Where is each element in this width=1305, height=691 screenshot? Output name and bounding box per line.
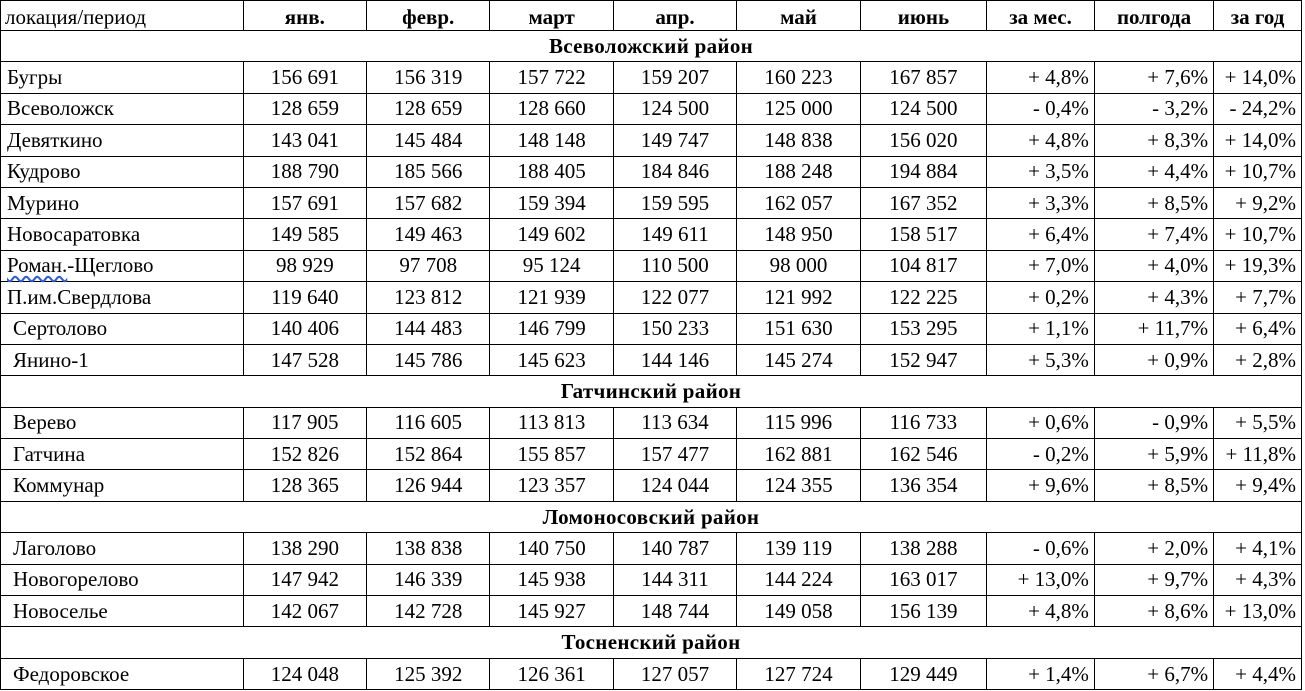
location-cell: Девяткино [1,125,244,156]
change-cell: + 2,0% [1094,533,1213,564]
change-cell: + 7,7% [1214,282,1302,313]
price-cell: 188 248 [737,156,860,187]
price-cell: 127 724 [737,658,860,689]
change-cell: + 6,7% [1094,658,1213,689]
price-cell: 148 744 [613,596,736,627]
price-cell: 97 708 [367,250,490,281]
header-change-halfyear: полгода [1094,1,1213,31]
price-cell: 150 233 [613,313,736,344]
price-cell: 149 602 [490,219,613,250]
change-cell: - 0,2% [987,439,1095,470]
location-cell: Федоровское [1,658,244,689]
change-cell: + 4,8% [987,596,1095,627]
price-cell: 98 929 [243,250,366,281]
change-cell: + 0,9% [1094,344,1213,375]
price-cell: 149 585 [243,219,366,250]
price-cell: 151 630 [737,313,860,344]
price-cell: 157 722 [490,62,613,93]
price-cell: 188 790 [243,156,366,187]
change-cell: + 5,5% [1214,407,1302,438]
price-cell: 148 950 [737,219,860,250]
change-cell: + 3,5% [987,156,1095,187]
price-cell: 125 392 [367,658,490,689]
price-cell: 104 817 [860,250,987,281]
price-cell: 140 750 [490,533,613,564]
district-row [1,376,1302,407]
price-cell: 184 846 [613,156,736,187]
change-cell: + 4,4% [1094,156,1213,187]
change-cell: + 9,7% [1094,564,1213,595]
price-cell: 158 517 [860,219,987,250]
change-cell: + 9,4% [1214,470,1302,501]
price-cell: 110 500 [613,250,736,281]
price-cell: 145 927 [490,596,613,627]
price-cell: 145 274 [737,344,860,375]
price-cell: 143 041 [243,125,366,156]
header-month: янв. [243,1,366,31]
change-cell: + 8,5% [1094,470,1213,501]
change-cell: - 0,9% [1094,407,1213,438]
change-cell: + 6,4% [1214,313,1302,344]
price-cell: 162 881 [737,439,860,470]
price-cell: 188 405 [490,156,613,187]
price-cell: 139 119 [737,533,860,564]
change-cell: + 14,0% [1214,125,1302,156]
table-body [1,31,1302,690]
price-cell: 121 939 [490,282,613,313]
price-cell: 123 812 [367,282,490,313]
price-cell: 126 361 [490,658,613,689]
change-cell: + 6,4% [987,219,1095,250]
price-cell: 156 691 [243,62,366,93]
change-cell: + 0,6% [987,407,1095,438]
price-cell: 157 477 [613,439,736,470]
price-cell: 156 139 [860,596,987,627]
location-cell: Сертолово [1,313,244,344]
location-cell: Верево [1,407,244,438]
price-cell: 159 595 [613,187,736,218]
price-cell: 119 640 [243,282,366,313]
change-cell: + 9,6% [987,470,1095,501]
change-cell: + 8,6% [1094,596,1213,627]
price-cell: 148 838 [737,125,860,156]
price-cell: 147 942 [243,564,366,595]
change-cell: + 13,0% [987,564,1095,595]
price-cell: 145 938 [490,564,613,595]
header-location-period: локация/период [1,1,244,31]
header-month: март [490,1,613,31]
change-cell: + 5,9% [1094,439,1213,470]
price-cell: 163 017 [860,564,987,595]
price-cell: 140 787 [613,533,736,564]
table-row [1,282,1302,313]
change-cell: + 10,7% [1214,219,1302,250]
price-cell: 127 057 [613,658,736,689]
location-cell: Янино-1 [1,344,244,375]
price-cell: 145 623 [490,344,613,375]
table-row [1,219,1302,250]
price-cell: 95 124 [490,250,613,281]
price-cell: 124 500 [613,93,736,124]
change-cell: + 13,0% [1214,596,1302,627]
district-row [1,501,1302,532]
change-cell: + 8,5% [1094,187,1213,218]
price-cell: 162 057 [737,187,860,218]
change-cell: + 1,1% [987,313,1095,344]
price-cell: 149 611 [613,219,736,250]
change-cell: + 4,0% [1094,250,1213,281]
location-cell: Новогорелово [1,564,244,595]
table-row [1,658,1302,689]
price-cell: 116 605 [367,407,490,438]
price-cell: 145 484 [367,125,490,156]
price-cell: 157 691 [243,187,366,218]
price-cell: 128 659 [367,93,490,124]
header-month: июнь [860,1,987,31]
table-row [1,93,1302,124]
price-cell: 123 357 [490,470,613,501]
district-name: Всеволожский район [1,31,1302,62]
table-row [1,407,1302,438]
price-cell: 113 813 [490,407,613,438]
price-cell: 128 659 [243,93,366,124]
price-cell: 124 048 [243,658,366,689]
price-cell: 146 799 [490,313,613,344]
change-cell: + 4,3% [1094,282,1213,313]
price-cell: 113 634 [613,407,736,438]
district-name: Гатчинский район [1,376,1302,407]
change-cell: + 4,8% [987,125,1095,156]
change-cell: + 8,3% [1094,125,1213,156]
price-cell: 122 077 [613,282,736,313]
price-cell: 122 225 [860,282,987,313]
table-row [1,250,1302,281]
location-cell: Коммунар [1,470,244,501]
price-cell: 140 406 [243,313,366,344]
price-cell: 167 857 [860,62,987,93]
location-name-prefix: Роман. [7,253,68,278]
price-cell: 152 864 [367,439,490,470]
table-row [1,564,1302,595]
price-cell: 194 884 [860,156,987,187]
price-cell: 152 826 [243,439,366,470]
change-cell: + 4,4% [1214,658,1302,689]
price-cell: 156 319 [367,62,490,93]
change-cell: + 14,0% [1214,62,1302,93]
price-cell: 162 546 [860,439,987,470]
price-cell: 124 044 [613,470,736,501]
change-cell: + 10,7% [1214,156,1302,187]
change-cell: + 2,8% [1214,344,1302,375]
price-cell: 149 747 [613,125,736,156]
header-row [1,1,1302,31]
price-cell: 153 295 [860,313,987,344]
price-cell: 115 996 [737,407,860,438]
change-cell: + 4,3% [1214,564,1302,595]
price-cell: 138 290 [243,533,366,564]
change-cell: + 0,2% [987,282,1095,313]
change-cell: + 7,4% [1094,219,1213,250]
change-cell: + 3,3% [987,187,1095,218]
header-month: февр. [367,1,490,31]
price-cell: 185 566 [367,156,490,187]
price-cell: 144 311 [613,564,736,595]
district-row [1,627,1302,658]
price-cell: 145 786 [367,344,490,375]
price-cell: 116 733 [860,407,987,438]
change-cell: + 11,8% [1214,439,1302,470]
price-cell: 160 223 [737,62,860,93]
location-cell: Новосаратовка [1,219,244,250]
price-cell: 142 728 [367,596,490,627]
table-row [1,470,1302,501]
table-header [1,1,1302,31]
price-cell: 126 944 [367,470,490,501]
location-cell: Кудрово [1,156,244,187]
location-cell: Бугры [1,62,244,93]
price-cell: 148 148 [490,125,613,156]
table-row [1,596,1302,627]
location-cell: Гатчина [1,439,244,470]
price-cell: 124 500 [860,93,987,124]
change-cell: - 0,4% [987,93,1095,124]
table-row [1,344,1302,375]
price-cell: 98 000 [737,250,860,281]
price-cell: 147 528 [243,344,366,375]
change-cell: + 5,3% [987,344,1095,375]
price-cell: 146 339 [367,564,490,595]
change-cell: + 1,4% [987,658,1095,689]
price-cell: 117 905 [243,407,366,438]
price-cell: 144 483 [367,313,490,344]
price-cell: 167 352 [860,187,987,218]
price-cell: 128 365 [243,470,366,501]
price-cell: 149 463 [367,219,490,250]
location-cell: П.им.Свердлова [1,282,244,313]
price-cell: 152 947 [860,344,987,375]
change-cell: + 7,0% [987,250,1095,281]
change-cell: + 4,1% [1214,533,1302,564]
price-cell: 124 355 [737,470,860,501]
price-cell: 156 020 [860,125,987,156]
location-cell: Лаголово [1,533,244,564]
price-cell: 138 838 [367,533,490,564]
change-cell: - 24,2% [1214,93,1302,124]
location-cell: Мурино [1,187,244,218]
change-cell: + 7,6% [1094,62,1213,93]
change-cell: + 4,8% [987,62,1095,93]
change-cell: + 11,7% [1094,313,1213,344]
table-row [1,187,1302,218]
header-month: май [737,1,860,31]
change-cell: + 9,2% [1214,187,1302,218]
price-cell: 149 058 [737,596,860,627]
price-cell: 144 146 [613,344,736,375]
price-cell: 136 354 [860,470,987,501]
table-row [1,439,1302,470]
header-month: апр. [613,1,736,31]
price-cell: 125 000 [737,93,860,124]
change-cell: - 0,6% [987,533,1095,564]
district-name: Тосненский район [1,627,1302,658]
price-cell: 142 067 [243,596,366,627]
location-name-suffix: -Щеглово [67,253,154,278]
header-change-year: за год [1214,1,1302,31]
change-cell: - 3,2% [1094,93,1213,124]
location-cell [1,250,244,281]
price-cell: 121 992 [737,282,860,313]
table-row [1,62,1302,93]
price-cell: 128 660 [490,93,613,124]
table-row [1,313,1302,344]
table-row [1,533,1302,564]
header-change-month: за мес. [987,1,1095,31]
price-cell: 157 682 [367,187,490,218]
price-cell: 159 207 [613,62,736,93]
location-cell: Всеволожск [1,93,244,124]
table-row [1,156,1302,187]
location-cell: Новоселье [1,596,244,627]
price-cell: 159 394 [490,187,613,218]
price-cell: 155 857 [490,439,613,470]
district-name: Ломоносовский район [1,501,1302,532]
district-row [1,31,1302,62]
change-cell: + 19,3% [1214,250,1302,281]
table-row [1,125,1302,156]
price-cell: 129 449 [860,658,987,689]
price-cell: 138 288 [860,533,987,564]
price-cell: 144 224 [737,564,860,595]
